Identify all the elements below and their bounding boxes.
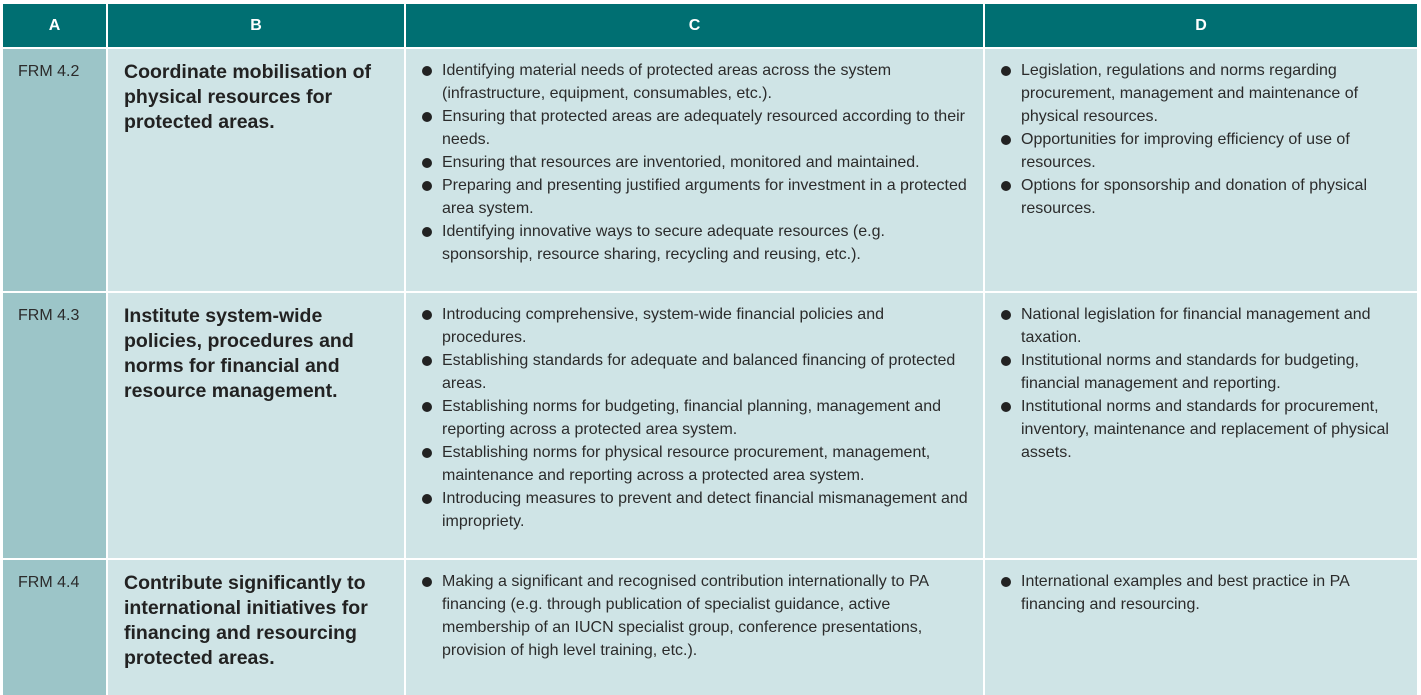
skills-list xyxy=(420,59,971,266)
bullet-icon xyxy=(422,181,432,191)
header-c: C xyxy=(405,4,984,48)
skills-cell xyxy=(405,292,984,559)
bullet-icon xyxy=(422,112,432,122)
knowledge-list xyxy=(999,570,1405,616)
list-item: Preparing and presenting justified arguments for investment in a protected area system. xyxy=(420,174,971,220)
competence-title: Institute system-wide policies, procedures and norms for financial and resource management. xyxy=(107,292,405,559)
bullet-icon xyxy=(1001,402,1011,412)
table-row xyxy=(3,292,1417,559)
list-item: Identifying innovative ways to secure adequate resources (e.g. sponsorship, resource sharing, recycling and reusing, etc.). xyxy=(420,220,971,266)
list-item: Ensuring that resources are inventoried, monitored and maintained. xyxy=(420,151,971,174)
knowledge-cell xyxy=(984,292,1417,559)
competence-code: FRM 4.4 xyxy=(3,559,107,695)
bullet-icon xyxy=(422,448,432,458)
competence-code: FRM 4.3 xyxy=(3,292,107,559)
knowledge-list xyxy=(999,59,1405,220)
bullet-icon xyxy=(1001,66,1011,76)
skills-list xyxy=(420,570,971,662)
list-item: Institutional norms and standards for budgeting, financial management and reporting. xyxy=(999,349,1405,395)
list-item: Institutional norms and standards for procurement, inventory, maintenance and replacement of physical assets. xyxy=(999,395,1405,464)
header-b: B xyxy=(107,4,405,48)
bullet-icon xyxy=(422,227,432,237)
list-item: Identifying material needs of protected areas across the system (infrastructure, equipment, consumables, etc.). xyxy=(420,59,971,105)
bullet-icon xyxy=(1001,135,1011,145)
bullet-icon xyxy=(422,158,432,168)
competence-title: Contribute significantly to international initiatives for financing and resourcing protected areas. xyxy=(107,559,405,695)
list-item: Establishing standards for adequate and balanced financing of protected areas. xyxy=(420,349,971,395)
skills-list xyxy=(420,303,971,533)
bullet-icon xyxy=(422,577,432,587)
bullet-icon xyxy=(1001,356,1011,366)
bullet-icon xyxy=(1001,181,1011,191)
list-item: Making a significant and recognised contribution internationally to PA financing (e.g. through publication of specialist guidance, active membership of an IUCN specialist group, conference presentations, provision of high level training, etc.). xyxy=(420,570,971,662)
table-row xyxy=(3,48,1417,292)
knowledge-list xyxy=(999,303,1405,464)
list-item: Ensuring that protected areas are adequately resourced according to their needs. xyxy=(420,105,971,151)
knowledge-cell xyxy=(984,559,1417,695)
skills-cell xyxy=(405,48,984,292)
skills-cell xyxy=(405,559,984,695)
header-d: D xyxy=(984,4,1417,48)
table-row xyxy=(3,559,1417,695)
knowledge-cell xyxy=(984,48,1417,292)
bullet-icon xyxy=(422,66,432,76)
list-item: Introducing comprehensive, system-wide financial policies and procedures. xyxy=(420,303,971,349)
competence-code: FRM 4.2 xyxy=(3,48,107,292)
header-row xyxy=(3,4,1417,48)
list-item: Establishing norms for physical resource procurement, management, maintenance and reporting across a protected area system. xyxy=(420,441,971,487)
list-item: National legislation for financial management and taxation. xyxy=(999,303,1405,349)
list-item: Options for sponsorship and donation of physical resources. xyxy=(999,174,1405,220)
header-a: A xyxy=(3,4,107,48)
list-item: Legislation, regulations and norms regarding procurement, management and maintenance of physical resources. xyxy=(999,59,1405,128)
bullet-icon xyxy=(422,402,432,412)
list-item: Establishing norms for budgeting, financial planning, management and reporting across a protected area system. xyxy=(420,395,971,441)
competence-title: Coordinate mobilisation of physical resources for protected areas. xyxy=(107,48,405,292)
bullet-icon xyxy=(422,494,432,504)
bullet-icon xyxy=(422,356,432,366)
list-item: International examples and best practice in PA financing and resourcing. xyxy=(999,570,1405,616)
bullet-icon xyxy=(1001,577,1011,587)
list-item: Opportunities for improving efficiency of use of resources. xyxy=(999,128,1405,174)
list-item: Introducing measures to prevent and detect financial mismanagement and impropriety. xyxy=(420,487,971,533)
bullet-icon xyxy=(422,310,432,320)
bullet-icon xyxy=(1001,310,1011,320)
competence-table xyxy=(3,4,1417,695)
